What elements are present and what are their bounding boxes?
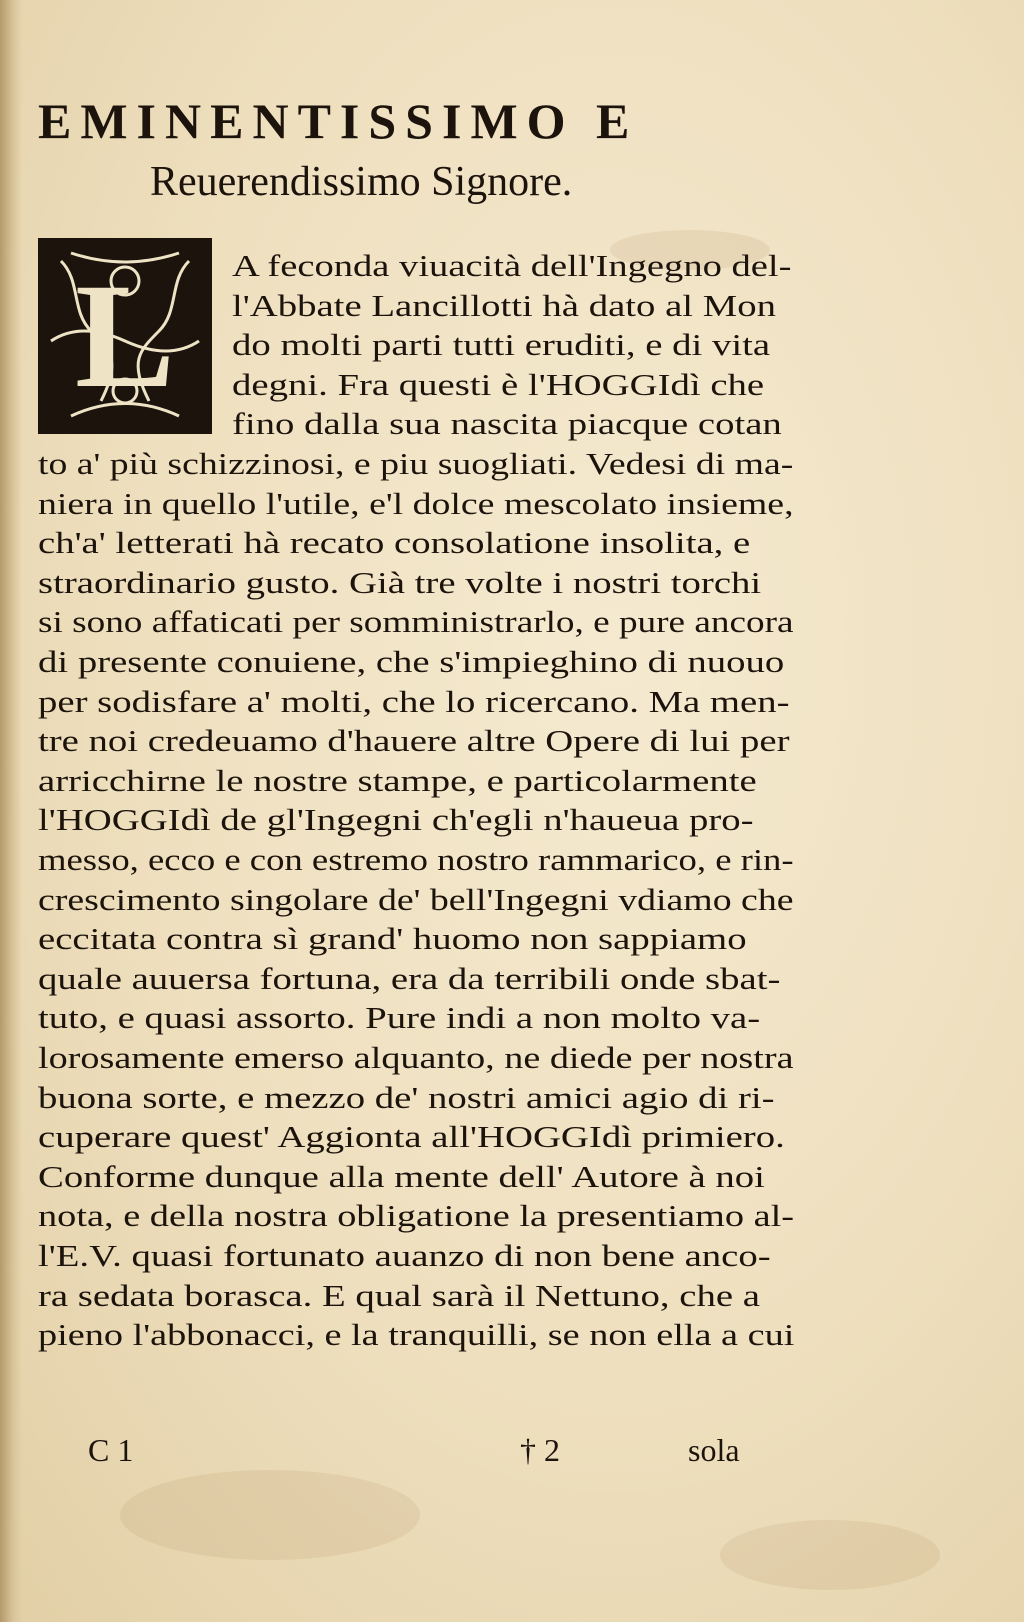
- text-line: do molti parti tutti eruditi, e di vita: [232, 327, 771, 362]
- text-line: quale auuersa fortuna, era da terribili onde sbat-: [38, 961, 781, 996]
- text-line: Conforme dunque alla mente dell' Autore à noi: [38, 1159, 765, 1194]
- text-line: straordinario gusto. Già tre volte i nostri torchi: [38, 565, 762, 600]
- text-line: arricchirne le nostre stampe, e particolarmente: [38, 763, 757, 798]
- page-gutter: [0, 0, 22, 1622]
- gathering-mark: † 2: [520, 1432, 560, 1468]
- text-line: l'HOGGIdì de gl'Ingegni ch'egli n'haueua pro-: [38, 802, 754, 837]
- text-line: tre noi credeuamo d'hauere altre Opere di lui per: [38, 723, 790, 758]
- text-line: pieno l'abbonacci, e la tranquilli, se non ella a cui: [38, 1317, 795, 1352]
- text-line: degni. Fra questi è l'HOGGIdì che: [232, 367, 765, 402]
- text-line: ch'a' letterati hà recato consolatione insolita, e: [38, 525, 751, 560]
- text-line: lorosamente emerso alquanto, ne diede per nostra: [38, 1040, 794, 1075]
- initial-letter: L: [74, 253, 176, 419]
- text-line: fino dalla sua nascita piacque cotan: [232, 406, 782, 441]
- text-line: l'E.V. quasi fortunato auanzo di non bene anco-: [38, 1238, 771, 1273]
- text-line: A feconda viuacità dell'Ingegno del-: [232, 248, 792, 283]
- text-line: tuto, e quasi assorto. Pure indi a non molto va-: [38, 1000, 761, 1035]
- text-line: to a' più schizzinosi, e piu suogliati. Vedesi di ma-: [38, 446, 794, 481]
- text-line: niera in quello l'utile, e'l dolce mescolato insieme,: [38, 486, 794, 521]
- text-line: per sodisfare a' molti, che lo ricercano. Ma men-: [38, 684, 790, 719]
- decorated-initial: [38, 238, 212, 434]
- text-line: eccitata contra sì grand' huomo non sappiamo: [38, 921, 747, 956]
- text-line: si sono affaticati per somministrarlo, e pure ancora: [38, 604, 794, 639]
- text-line: nota, e della nostra obligatione la presentiamo al-: [38, 1198, 795, 1233]
- paper-stain: [120, 1470, 420, 1560]
- text-line: cuperare quest' Aggionta all'HOGGIdì primiero.: [38, 1119, 785, 1154]
- heading-subtitle: Reuerendissimo Signore.: [150, 159, 573, 205]
- text-line: messo, ecco e con estremo nostro rammarico, e rin-: [38, 842, 794, 877]
- text-line: l'Abbate Lancillotti hà dato al Mon: [232, 288, 776, 323]
- paper-stain: [720, 1520, 940, 1590]
- heading-title: EMINENTISSIMO E: [38, 93, 639, 149]
- signature-mark: C 1: [88, 1432, 134, 1468]
- catchword: sola: [688, 1432, 740, 1468]
- text-line: ra sedata borasca. E qual sarà il Nettuno, che a: [38, 1278, 760, 1313]
- text-line: di presente conuiene, che s'impieghino di nuouo: [38, 644, 785, 679]
- text-line: buona sorte, e mezzo de' nostri amici agio di ri-: [38, 1080, 775, 1115]
- text-line: crescimento singolare de' bell'Ingegni vdiamo che: [38, 882, 794, 917]
